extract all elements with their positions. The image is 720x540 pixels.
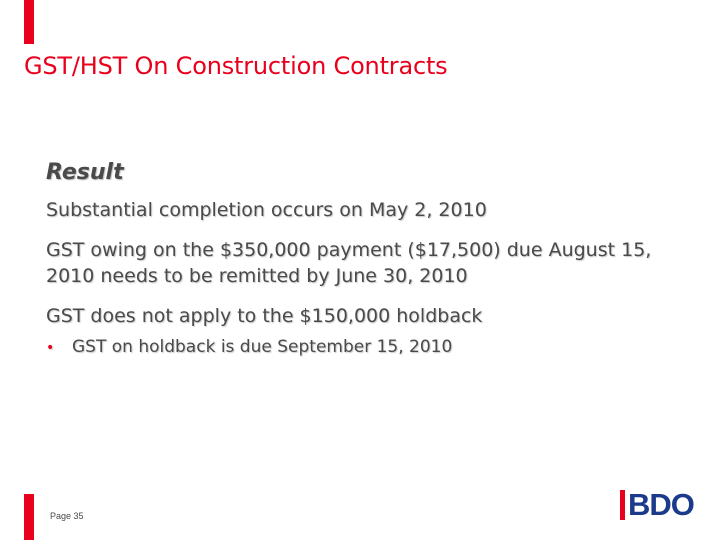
logo-text: BDO: [628, 487, 694, 522]
page-number: Page 35: [50, 511, 84, 521]
slide-body: [46, 160, 696, 360]
top-accent-bar: [24, 0, 34, 44]
bdo-logo: [620, 488, 700, 522]
logo-bar-icon: [620, 490, 625, 520]
bullet-text: GST on holdback is due September 15, 2010: [72, 337, 453, 357]
result-heading: Result: [46, 160, 124, 185]
paragraph-completion: Substantial completion occurs on May 2, 2010: [46, 199, 487, 221]
bottom-accent-bar: [24, 494, 34, 540]
bullet-item: [46, 335, 696, 360]
slide-title: GST/HST On Construction Contracts: [24, 52, 448, 80]
paragraph-holdback: GST does not apply to the $150,000 holdback: [46, 305, 483, 327]
bullet-icon: •: [46, 340, 55, 356]
paragraph-gst-owing: GST owing on the $350,000 payment ($17,500) due August 15, 2010 needs to be remitted by June 30, 2010: [46, 239, 652, 287]
